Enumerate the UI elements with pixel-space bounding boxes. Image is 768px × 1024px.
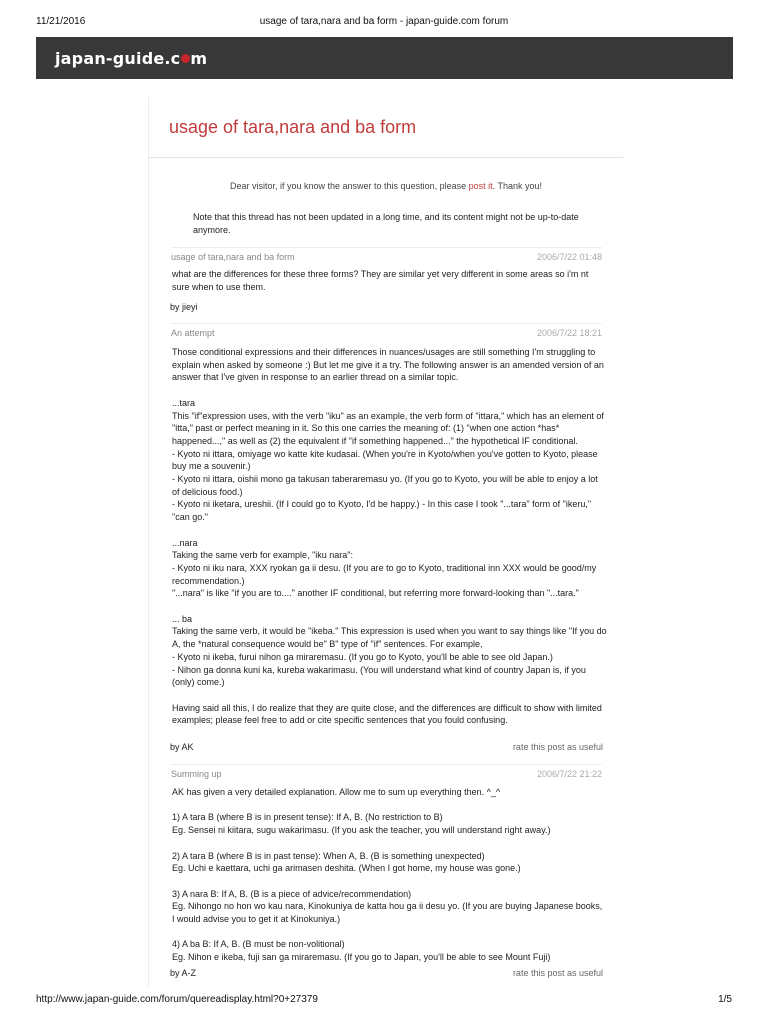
post-body: [172, 346, 607, 727]
visitor-notice: [149, 181, 623, 191]
print-url: http://www.japan-guide.com/forum/quereadisplay.html?0+27379: [36, 994, 318, 1005]
print-date: 11/21/2016: [36, 16, 86, 27]
notice-text-end: . Thank you!: [492, 181, 542, 191]
logo-text-end: m: [190, 49, 208, 68]
post-subject: usage of tara,nara and ba form: [171, 252, 295, 262]
post-subject: Summing up: [171, 769, 222, 779]
post-body: [172, 268, 607, 293]
post-timestamp: 2006/7/22 21:22: [536, 769, 602, 779]
post-timestamp: 2006/7/22 01:48: [536, 252, 602, 262]
notice-text: Dear visitor, if you know the answer to this question, please: [229, 181, 469, 191]
thread-title: usage of tara,nara and ba form: [169, 117, 417, 137]
print-footer: [36, 994, 732, 1008]
post-subject: An attempt: [171, 328, 215, 338]
logo-dot-icon: [181, 54, 190, 63]
print-page-number: 1/5: [718, 994, 732, 1005]
post-author: by jieyi: [170, 302, 198, 312]
post-text: what are the differences for these three forms? They are similar yet very different in some areas so i'm nt sure when to use them.: [172, 269, 591, 292]
print-page-title: usage of tara,nara and ba form - japan-guide.com forum: [259, 16, 509, 27]
post-it-link[interactable]: post it: [468, 181, 493, 191]
post-header: [171, 764, 602, 778]
rate-useful-link[interactable]: rate this post as useful: [512, 968, 603, 978]
site-header: [36, 37, 733, 79]
title-divider: [149, 157, 623, 158]
thread-content: [148, 97, 623, 987]
post-header: [171, 247, 602, 261]
post-timestamp: 2006/7/22 18:21: [536, 328, 602, 338]
outdated-warning: Note that this thread has not been updated in a long time, and its content might not be up-to-date anymore.: [193, 212, 579, 235]
post-text: Those conditional expressions and their differences in nuances/usages are still something I'm struggling to explain when asked by someone :) But let me give it a try. The following answer is an amended version of an answer that I've given in response to an earlier thread on a similar topic. ...tara This "if"expression uses, with the verb "iku" as an example, the verb form of "ittara," which has an element of "itta," past or perfect meaning in it. So this one carries the meaning of: (1) "when one action *has* happened...," as well as (2) the equivalent if "if something happened..." the hypothetical IF conditional. - Kyoto ni ittara, omiyage wo katte kite kudasai. (When you're in Kyoto/when you've gotten to Kyoto, please buy me a souvenir.) - Kyoto ni ittara, oishii mono ga takusan taberaremasu yo. (If you go to Kyoto, you will be able to enjoy a lot of delicious food.) - Kyoto ni iketara, ureshii. (If I could go to Kyoto, I'd be happy.) - In this case I took "...tara" form of "ikeru," "can go." ...nara Taking the same verb for example, "iku nara": - Kyoto ni iku nara, XXX ryokan ga ii desu. (If you are to go to Kyoto, traditional inn XXX would be good/my recommendation.) "...nara" is like "if you are to...." another IF conditional, but referring more forward-looking than "...tara." ... ba Taking the same verb, it would be "ikeba." This expression is used when you want to say things like "If you do A, the *natural consequence would be" B" type of "if" sentences. For example, - Kyoto ni ikeba, furui nihon ga miraremasu. (If you go to Kyoto, you'll be able to see old Japan.) - Nihon ga donna kuni ka, kureba wakarimasu. (You will understand what kind of country Japan is, if you (only) come.) Having said all this, I do realize that they are quite close, and the differences are difficult to show with limited examples; please feel free to add or cite specific sentences that you fould confusing.: [172, 347, 607, 726]
post-body: [172, 786, 607, 964]
site-logo[interactable]: [55, 49, 207, 68]
post-text: AK has given a very detailed explanation. Allow me to sum up everything then. ^_^ 1) A tara B (where B is in present tense): If A, B. (No restriction to B) Eg. Sensei ni kiitara, sugu wakarimasu. (If you ask the teacher, you will understand right away.) 2) A tara B (where B is in past tense): When A, B. (B is something unexpected) Eg. Uchi e kaettara, uchi ga arimasen deshita. (When I got home, my house was gone.) 3) A nara B: If A, B. (B is a piece of advice/recommendation) Eg. Nihongo no hon wo kau nara, Kinokuniya de katta hou ga ii desu yo. (If you are buying Japanese books, I would advise you to get it at Kinokuniya.) 4) A ba B: If A, B. (B must be non-volitional) Eg. Nihon e ikeba, fuji san ga miraremasu. (If you go to Japan, you'll be able to see Mount Fuji): [172, 787, 603, 963]
print-header: [36, 16, 732, 30]
post-author: by AK: [170, 742, 194, 752]
post-author: by A-Z: [170, 968, 197, 978]
logo-text-start: japan-guide.c: [55, 49, 181, 68]
rate-useful-link[interactable]: rate this post as useful: [512, 742, 603, 752]
post-header: [171, 323, 602, 337]
